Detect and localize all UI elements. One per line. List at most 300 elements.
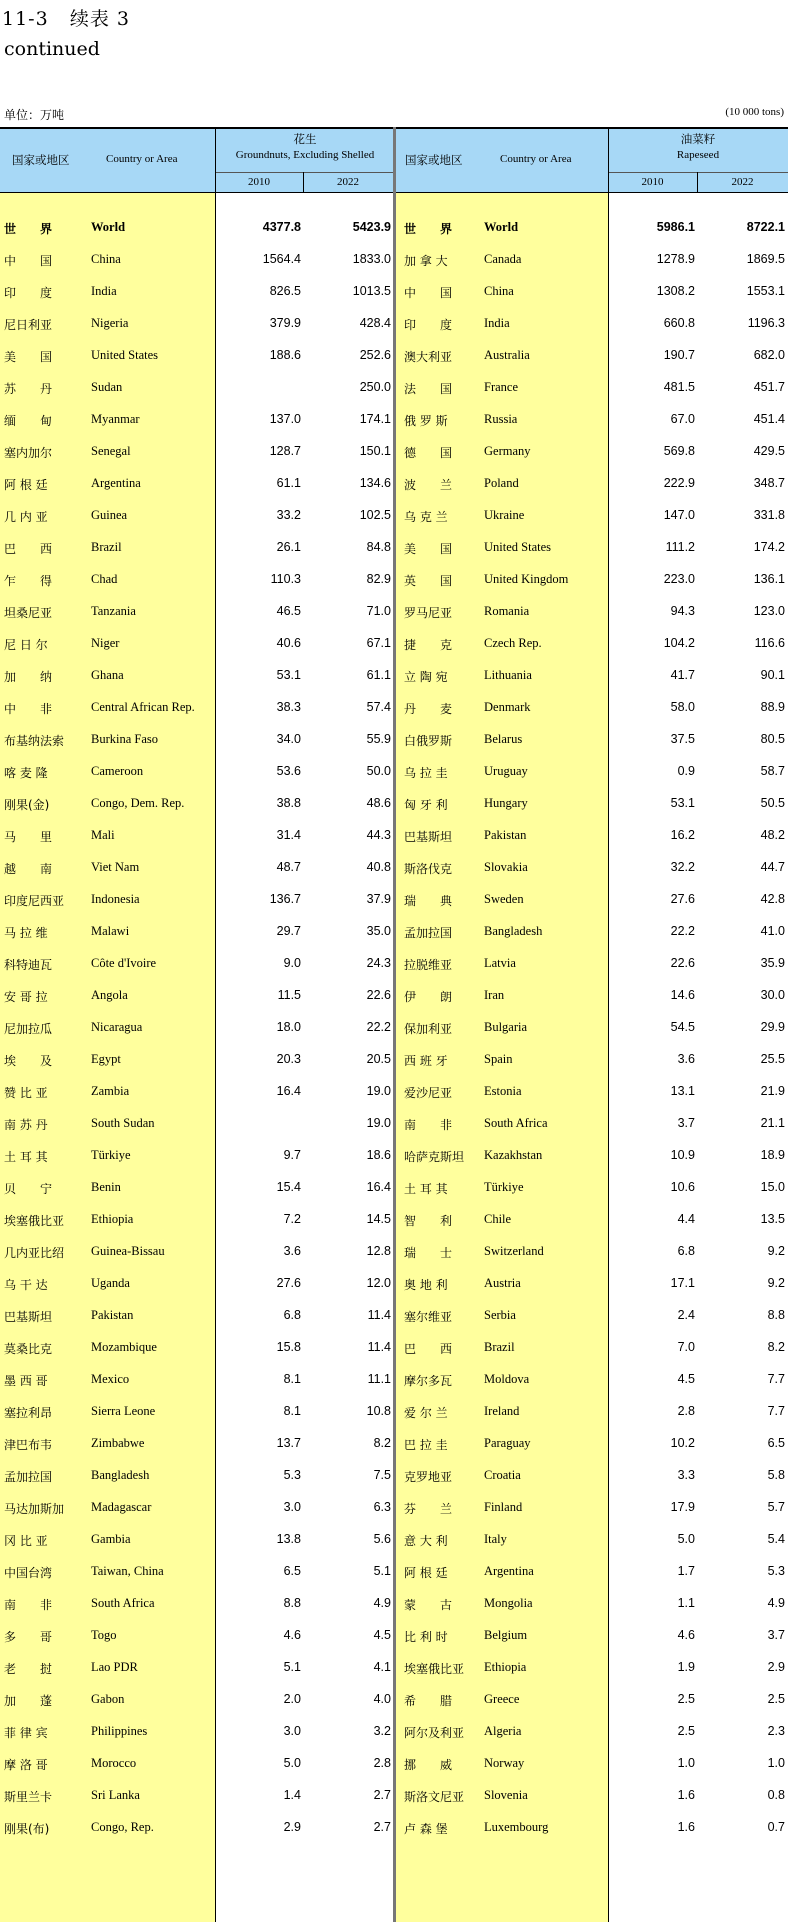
left-country-en: Sudan: [91, 380, 123, 394]
left-country-cn: 刚果(布): [4, 1822, 50, 1836]
table-row: [0, 372, 788, 404]
right-country-en: Czech Rep.: [484, 636, 542, 650]
right-country-cn: 瑞 士: [404, 1246, 453, 1260]
left-country-cn: 世 界: [4, 222, 53, 236]
left-value-2010: 5.3: [283, 1468, 301, 1482]
left-country-cn: 加 纳: [4, 670, 53, 684]
table-row: [0, 1588, 788, 1620]
left-value-2022: 4.1: [373, 1660, 391, 1674]
right-country-en: India: [484, 316, 510, 330]
right-value-2010: 53.1: [670, 796, 695, 810]
right-value-2022: 4.9: [767, 1596, 785, 1610]
right-country-en: China: [484, 284, 514, 298]
left-country-en: Taiwan, China: [91, 1564, 164, 1578]
right-value-2022: 9.2: [767, 1244, 785, 1258]
left-value-2010: 53.1: [276, 668, 301, 682]
right-value-2010: 22.6: [670, 956, 695, 970]
right-value-2010: 222.9: [663, 476, 695, 490]
left-value-2022: 4.0: [373, 1692, 391, 1706]
left-country-cn: 贝 宁: [4, 1182, 53, 1196]
left-country-en: Morocco: [91, 1756, 137, 1770]
right-country-cn: 捷 克: [404, 638, 453, 652]
table-row: [0, 1172, 788, 1204]
left-country-en: Central African Rep.: [91, 700, 195, 714]
right-value-2022: 42.8: [760, 892, 785, 906]
right-value-2010: 6.8: [677, 1244, 695, 1258]
left-country-cn: 菲 律 宾: [4, 1726, 48, 1740]
left-crop-header-cn: 花生: [293, 132, 317, 146]
right-value-2022: 1196.3: [747, 316, 785, 330]
right-country-cn: 克罗地亚: [404, 1470, 453, 1484]
right-value-2010: 3.6: [677, 1052, 695, 1066]
left-value-2022: 1833.0: [352, 252, 391, 266]
right-value-2022: 5.7: [767, 1500, 785, 1514]
left-value-2010: 9.0: [283, 956, 301, 970]
right-country-cn: 蒙 古: [404, 1598, 453, 1612]
right-country-cn: 比 利 时: [404, 1630, 448, 1644]
left-value-2010: 2.9: [283, 1820, 301, 1834]
right-country-cn: 乌 克 兰: [404, 510, 448, 524]
right-country-cn: 瑞 典: [404, 894, 453, 908]
left-country-cn: 乍 得: [4, 574, 53, 588]
left-country-en: Benin: [91, 1180, 121, 1194]
right-country-en: Greece: [484, 1692, 520, 1706]
left-value-2010: 34.0: [276, 732, 301, 746]
left-country-cn: 刚果(金): [4, 798, 50, 812]
right-value-2010: 54.5: [670, 1020, 695, 1034]
table-row: [0, 724, 788, 756]
right-value-2022: 2.3: [767, 1724, 785, 1738]
left-crop-header-en: Groundnuts, Excluding Shelled: [235, 149, 375, 161]
right-country-cn: 意 大 利: [404, 1534, 448, 1548]
left-value-2010: 38.8: [276, 796, 301, 810]
left-value-2010: 128.7: [269, 444, 301, 458]
left-value-2010: 13.8: [276, 1532, 301, 1546]
left-value-2022: 1013.5: [352, 284, 391, 298]
right-country-cn: 美 国: [404, 542, 453, 556]
table-row: [0, 1748, 788, 1780]
right-value-2022: 116.6: [754, 636, 785, 650]
table-row: [0, 1140, 788, 1172]
left-value-2022: 102.5: [359, 508, 391, 522]
right-value-2022: 348.7: [753, 476, 785, 490]
left-country-en: China: [91, 252, 121, 266]
left-value-2010: 1564.4: [262, 252, 301, 266]
left-value-2022: 57.4: [366, 700, 391, 714]
left-country-en: Mali: [91, 828, 115, 842]
left-country-en: Tanzania: [91, 604, 136, 618]
unit-label-cn: 单位：万吨: [4, 108, 65, 122]
left-value-2010: 6.8: [283, 1308, 301, 1322]
right-country-en: Germany: [484, 444, 531, 458]
left-country-cn: 越 南: [4, 862, 53, 876]
right-value-2022: 451.4: [753, 412, 785, 426]
right-value-2010: 14.6: [670, 988, 695, 1002]
left-country-en: Congo, Dem. Rep.: [91, 796, 185, 810]
right-value-2010: 104.2: [663, 636, 695, 650]
left-country-en: Ghana: [91, 668, 124, 682]
left-value-2010: 1.4: [283, 1788, 301, 1802]
right-value-2010: 2.5: [677, 1692, 695, 1706]
right-value-2022: 48.2: [760, 828, 785, 842]
right-value-2022: 15.0: [760, 1180, 785, 1194]
right-country-cn: 哈萨克斯坦: [404, 1150, 465, 1164]
right-value-2010: 3.3: [677, 1468, 695, 1482]
right-country-en: Hungary: [484, 796, 528, 810]
right-country-en: United States: [484, 540, 552, 554]
right-crop-header-cn: 油菜籽: [680, 132, 716, 146]
left-value-2022: 2.8: [373, 1756, 391, 1770]
right-value-2010: 10.2: [670, 1436, 695, 1450]
right-value-2010: 10.9: [670, 1148, 695, 1162]
table-code: 11-3: [2, 8, 49, 30]
left-country-en: Egypt: [91, 1052, 121, 1066]
left-country-cn: 安 哥 拉: [4, 990, 48, 1004]
left-value-2010: 4377.8: [262, 220, 301, 234]
left-value-2010: 9.7: [283, 1148, 301, 1162]
right-country-cn: 挪 威: [404, 1758, 453, 1772]
right-country-en: Türkiye: [484, 1180, 524, 1194]
right-value-2010: 22.2: [670, 924, 695, 938]
right-country-cn: 英 国: [404, 574, 453, 588]
left-country-cn: 南 非: [4, 1598, 53, 1612]
right-value-2010: 37.5: [670, 732, 695, 746]
table-row: [0, 1716, 788, 1748]
table-row: [0, 1108, 788, 1140]
left-value-2022: 48.6: [366, 796, 391, 810]
left-value-2010: 8.8: [283, 1596, 301, 1610]
table-row: [0, 468, 788, 500]
left-value-2022: 19.0: [366, 1116, 391, 1130]
left-country-en: Gabon: [91, 1692, 125, 1706]
table-row: [0, 1684, 788, 1716]
left-value-2010: 11.5: [277, 988, 301, 1002]
right-country-en: Argentina: [484, 1564, 534, 1578]
left-value-2022: 4.5: [373, 1628, 391, 1642]
right-country-en: France: [484, 380, 519, 394]
right-value-2022: 58.7: [760, 764, 785, 778]
right-value-2022: 30.0: [760, 988, 785, 1002]
table-row: [0, 916, 788, 948]
left-country-en: Zambia: [91, 1084, 130, 1098]
left-value-2022: 11.1: [367, 1372, 391, 1386]
right-country-cn: 芬 兰: [404, 1502, 453, 1516]
right-value-2010: 10.6: [670, 1180, 695, 1194]
left-value-2022: 71.0: [366, 604, 391, 618]
left-country-cn: 尼加拉瓜: [4, 1022, 53, 1036]
table-row: [0, 1012, 788, 1044]
left-country-en: Philippines: [91, 1724, 148, 1738]
right-country-en: Switzerland: [484, 1244, 544, 1258]
table-row: [0, 1236, 788, 1268]
left-country-cn: 墨 西 哥: [4, 1374, 48, 1388]
left-country-en: South Sudan: [91, 1116, 155, 1130]
left-country-cn: 巴基斯坦: [4, 1310, 53, 1324]
table-row: [0, 628, 788, 660]
left-country-cn: 摩 洛 哥: [4, 1758, 48, 1772]
table-row: [0, 596, 788, 628]
right-country-en: Uruguay: [484, 764, 528, 778]
left-country-cn: 阿 根 廷: [4, 478, 48, 492]
left-country-cn: 埃 及: [4, 1054, 53, 1068]
right-value-2010: 1.1: [677, 1596, 695, 1610]
left-country-en: Sierra Leone: [91, 1404, 156, 1418]
right-country-cn: 拉脱维亚: [404, 958, 453, 972]
unit-label-en: (10 000 tons): [725, 106, 784, 118]
left-country-cn: 印 度: [4, 286, 53, 300]
right-value-2022: 2.5: [767, 1692, 785, 1706]
right-value-2022: 29.9: [760, 1020, 785, 1034]
left-value-2022: 40.8: [366, 860, 391, 874]
right-value-2010: 1.6: [677, 1820, 695, 1834]
table-row: [0, 1396, 788, 1428]
left-value-2010: 8.1: [283, 1404, 301, 1418]
table-row: [0, 1492, 788, 1524]
right-value-2010: 569.8: [663, 444, 695, 458]
right-country-en: Bulgaria: [484, 1020, 528, 1034]
right-country-en: Belgium: [484, 1628, 528, 1642]
left-value-2022: 10.8: [366, 1404, 391, 1418]
right-value-2010: 111.2: [665, 540, 695, 554]
left-country-en: South Africa: [91, 1596, 155, 1610]
right-value-2022: 13.5: [760, 1212, 785, 1226]
left-value-2022: 2.7: [373, 1788, 391, 1802]
right-country-cn: 爱 尔 兰: [404, 1406, 448, 1420]
right-value-2010: 4.4: [677, 1212, 695, 1226]
right-country-cn: 阿 根 廷: [404, 1566, 448, 1580]
left-value-2010: 61.1: [276, 476, 301, 490]
right-value-2010: 67.0: [670, 412, 695, 426]
left-country-en: Gambia: [91, 1532, 131, 1546]
right-value-2010: 1.7: [677, 1564, 695, 1578]
right-country-header-en: Country or Area: [500, 153, 572, 165]
table-row: [0, 532, 788, 564]
left-value-2022: 55.9: [366, 732, 391, 746]
right-value-2022: 3.7: [767, 1628, 785, 1642]
right-country-cn: 巴 西: [404, 1342, 453, 1356]
left-country-cn: 多 哥: [4, 1630, 53, 1644]
left-country-en: Brazil: [91, 540, 122, 554]
left-country-cn: 塞内加尔: [4, 446, 53, 460]
left-year-2022-header: 2022: [337, 176, 359, 188]
left-country-cn: 坦桑尼亚: [4, 606, 53, 620]
left-country-cn: 马 拉 维: [4, 926, 48, 940]
left-country-cn: 加 蓬: [4, 1694, 53, 1708]
left-country-en: Mexico: [91, 1372, 130, 1386]
left-value-2010: 3.0: [283, 1724, 301, 1738]
right-value-2010: 5986.1: [656, 220, 695, 234]
left-value-2010: 379.9: [269, 316, 301, 330]
left-value-2010: 188.6: [269, 348, 301, 362]
right-country-en: Chile: [484, 1212, 512, 1226]
right-country-en: Slovenia: [484, 1788, 528, 1802]
left-country-cn: 津巴布韦: [4, 1438, 53, 1452]
left-value-2010: 38.3: [276, 700, 301, 714]
right-country-cn: 埃塞俄比亚: [404, 1662, 465, 1676]
left-country-en: Nicaragua: [91, 1020, 143, 1034]
right-value-2022: 21.1: [760, 1116, 785, 1130]
left-country-en: Bangladesh: [91, 1468, 150, 1482]
right-country-en: Estonia: [484, 1084, 522, 1098]
left-year-2010-header: 2010: [248, 176, 270, 188]
table-row: [0, 564, 788, 596]
right-value-2022: 2.9: [767, 1660, 785, 1674]
table-row: [0, 1044, 788, 1076]
left-value-2022: 3.2: [373, 1724, 391, 1738]
right-country-en: Latvia: [484, 956, 516, 970]
left-country-en: Nigeria: [91, 316, 129, 330]
left-value-2022: 82.9: [366, 572, 391, 586]
right-value-2010: 1308.2: [656, 284, 695, 298]
table-row: [0, 852, 788, 884]
left-value-2022: 428.4: [359, 316, 391, 330]
table-row: [0, 980, 788, 1012]
right-value-2022: 1.0: [767, 1756, 785, 1770]
left-value-2010: 8.1: [283, 1372, 301, 1386]
left-country-cn: 尼日利亚: [4, 318, 53, 332]
right-country-en: Pakistan: [484, 828, 527, 842]
right-country-cn: 波 兰: [404, 478, 453, 492]
left-country-cn: 印度尼西亚: [4, 894, 65, 908]
right-country-en: South Africa: [484, 1116, 548, 1130]
right-value-2022: 174.2: [753, 540, 785, 554]
right-value-2022: 5.8: [767, 1468, 785, 1482]
right-country-cn: 巴 拉 圭: [404, 1438, 448, 1452]
right-country-cn: 乌 拉 圭: [404, 766, 448, 780]
table-row: [0, 1620, 788, 1652]
table-row: [0, 1332, 788, 1364]
right-value-2022: 331.8: [753, 508, 785, 522]
right-value-2010: 13.1: [670, 1084, 695, 1098]
right-country-en: Finland: [484, 1500, 523, 1514]
right-country-en: Sweden: [484, 892, 524, 906]
left-country-en: Sri Lanka: [91, 1788, 140, 1802]
left-value-2010: 26.1: [276, 540, 301, 554]
left-value-2010: 137.0: [269, 412, 301, 426]
left-value-2010: 27.6: [276, 1276, 301, 1290]
left-value-2022: 35.0: [366, 924, 391, 938]
right-value-2010: 5.0: [677, 1532, 695, 1546]
right-value-2022: 5.3: [767, 1564, 785, 1578]
right-country-cn: 希 腊: [404, 1694, 453, 1708]
left-country-cn: 苏 丹: [4, 382, 53, 396]
table-row: [0, 884, 788, 916]
right-value-2022: 6.5: [767, 1436, 785, 1450]
left-country-cn: 南 苏 丹: [4, 1118, 48, 1132]
left-value-2010: 13.7: [276, 1436, 301, 1450]
right-country-en: Iran: [484, 988, 505, 1002]
right-value-2010: 41.7: [670, 668, 695, 682]
table-row: [0, 1652, 788, 1684]
left-country-en: Türkiye: [91, 1148, 131, 1162]
left-country-en: Cameroon: [91, 764, 144, 778]
right-value-2022: 682.0: [753, 348, 785, 362]
right-country-en: Paraguay: [484, 1436, 531, 1450]
right-country-cn: 匈 牙 利: [404, 798, 448, 812]
right-country-en: Norway: [484, 1756, 525, 1770]
left-country-cn: 中 非: [4, 702, 53, 716]
right-country-en: Australia: [484, 348, 530, 362]
right-value-2022: 429.5: [753, 444, 785, 458]
left-value-2022: 14.5: [366, 1212, 391, 1226]
left-country-cn: 塞拉利昂: [4, 1406, 53, 1420]
left-value-2010: 136.7: [269, 892, 301, 906]
right-value-2010: 7.0: [677, 1340, 695, 1354]
right-country-cn: 澳大利亚: [404, 350, 453, 364]
right-value-2010: 17.9: [670, 1500, 695, 1514]
left-value-2010: 5.1: [283, 1660, 301, 1674]
right-country-cn: 伊 朗: [404, 990, 453, 1004]
right-country-cn: 塞尔维亚: [404, 1310, 453, 1324]
left-value-2022: 250.0: [359, 380, 391, 394]
right-country-en: Luxembourg: [484, 1820, 549, 1834]
table-row: [0, 1300, 788, 1332]
right-country-cn: 孟加拉国: [404, 926, 453, 940]
left-country-cn: 中 国: [4, 254, 53, 268]
right-value-2010: 223.0: [663, 572, 695, 586]
right-country-cn: 西 班 牙: [404, 1054, 448, 1068]
table-row: [0, 1524, 788, 1556]
left-value-2010: 33.2: [276, 508, 301, 522]
right-country-cn: 卢 森 堡: [404, 1822, 448, 1836]
left-country-en: Viet Nam: [91, 860, 140, 874]
right-country-en: Bangladesh: [484, 924, 543, 938]
left-value-2010: 31.4: [276, 828, 301, 842]
right-country-cn: 斯洛文尼亚: [404, 1790, 465, 1804]
left-value-2022: 5.6: [373, 1532, 391, 1546]
left-value-2010: 46.5: [276, 604, 301, 618]
right-value-2022: 0.7: [767, 1820, 785, 1834]
left-value-2022: 252.6: [359, 348, 391, 362]
left-country-en: Congo, Rep.: [91, 1820, 154, 1834]
right-country-cn: 巴基斯坦: [404, 830, 453, 844]
left-value-2022: 5.1: [373, 1564, 391, 1578]
right-country-en: Croatia: [484, 1468, 521, 1482]
right-value-2022: 21.9: [760, 1084, 785, 1098]
left-country-en: India: [91, 284, 117, 298]
left-value-2022: 7.5: [373, 1468, 391, 1482]
left-country-cn: 几内亚比绍: [4, 1246, 65, 1260]
right-year-2010-header: 2010: [641, 176, 664, 188]
right-country-en: Romania: [484, 604, 530, 618]
left-country-en: Lao PDR: [91, 1660, 138, 1674]
left-country-en: World: [91, 220, 126, 234]
left-value-2010: 16.4: [276, 1084, 301, 1098]
left-country-cn: 喀 麦 隆: [4, 766, 48, 780]
left-country-cn: 科特迪瓦: [4, 958, 53, 972]
left-country-en: Pakistan: [91, 1308, 134, 1322]
right-country-cn: 印 度: [404, 318, 453, 332]
right-value-2022: 8.2: [767, 1340, 785, 1354]
table-row: [0, 1268, 788, 1300]
right-country-en: Slovakia: [484, 860, 528, 874]
left-value-2022: 18.6: [366, 1148, 391, 1162]
right-country-cn: 智 利: [404, 1214, 453, 1228]
left-country-en: Angola: [91, 988, 128, 1002]
left-country-cn: 孟加拉国: [4, 1470, 53, 1484]
right-country-cn: 南 非: [404, 1118, 453, 1132]
right-value-2022: 7.7: [767, 1372, 785, 1386]
left-value-2010: 2.0: [283, 1692, 301, 1706]
left-country-en: Chad: [91, 572, 118, 586]
table-title-en: continued: [4, 38, 100, 60]
left-value-2022: 12.8: [366, 1244, 391, 1258]
right-country-cn: 丹 麦: [404, 702, 453, 716]
table-row: [0, 1460, 788, 1492]
right-value-2010: 4.5: [677, 1372, 695, 1386]
right-country-header-cn: 国家或地区: [405, 153, 463, 167]
left-value-2022: 16.4: [366, 1180, 391, 1194]
